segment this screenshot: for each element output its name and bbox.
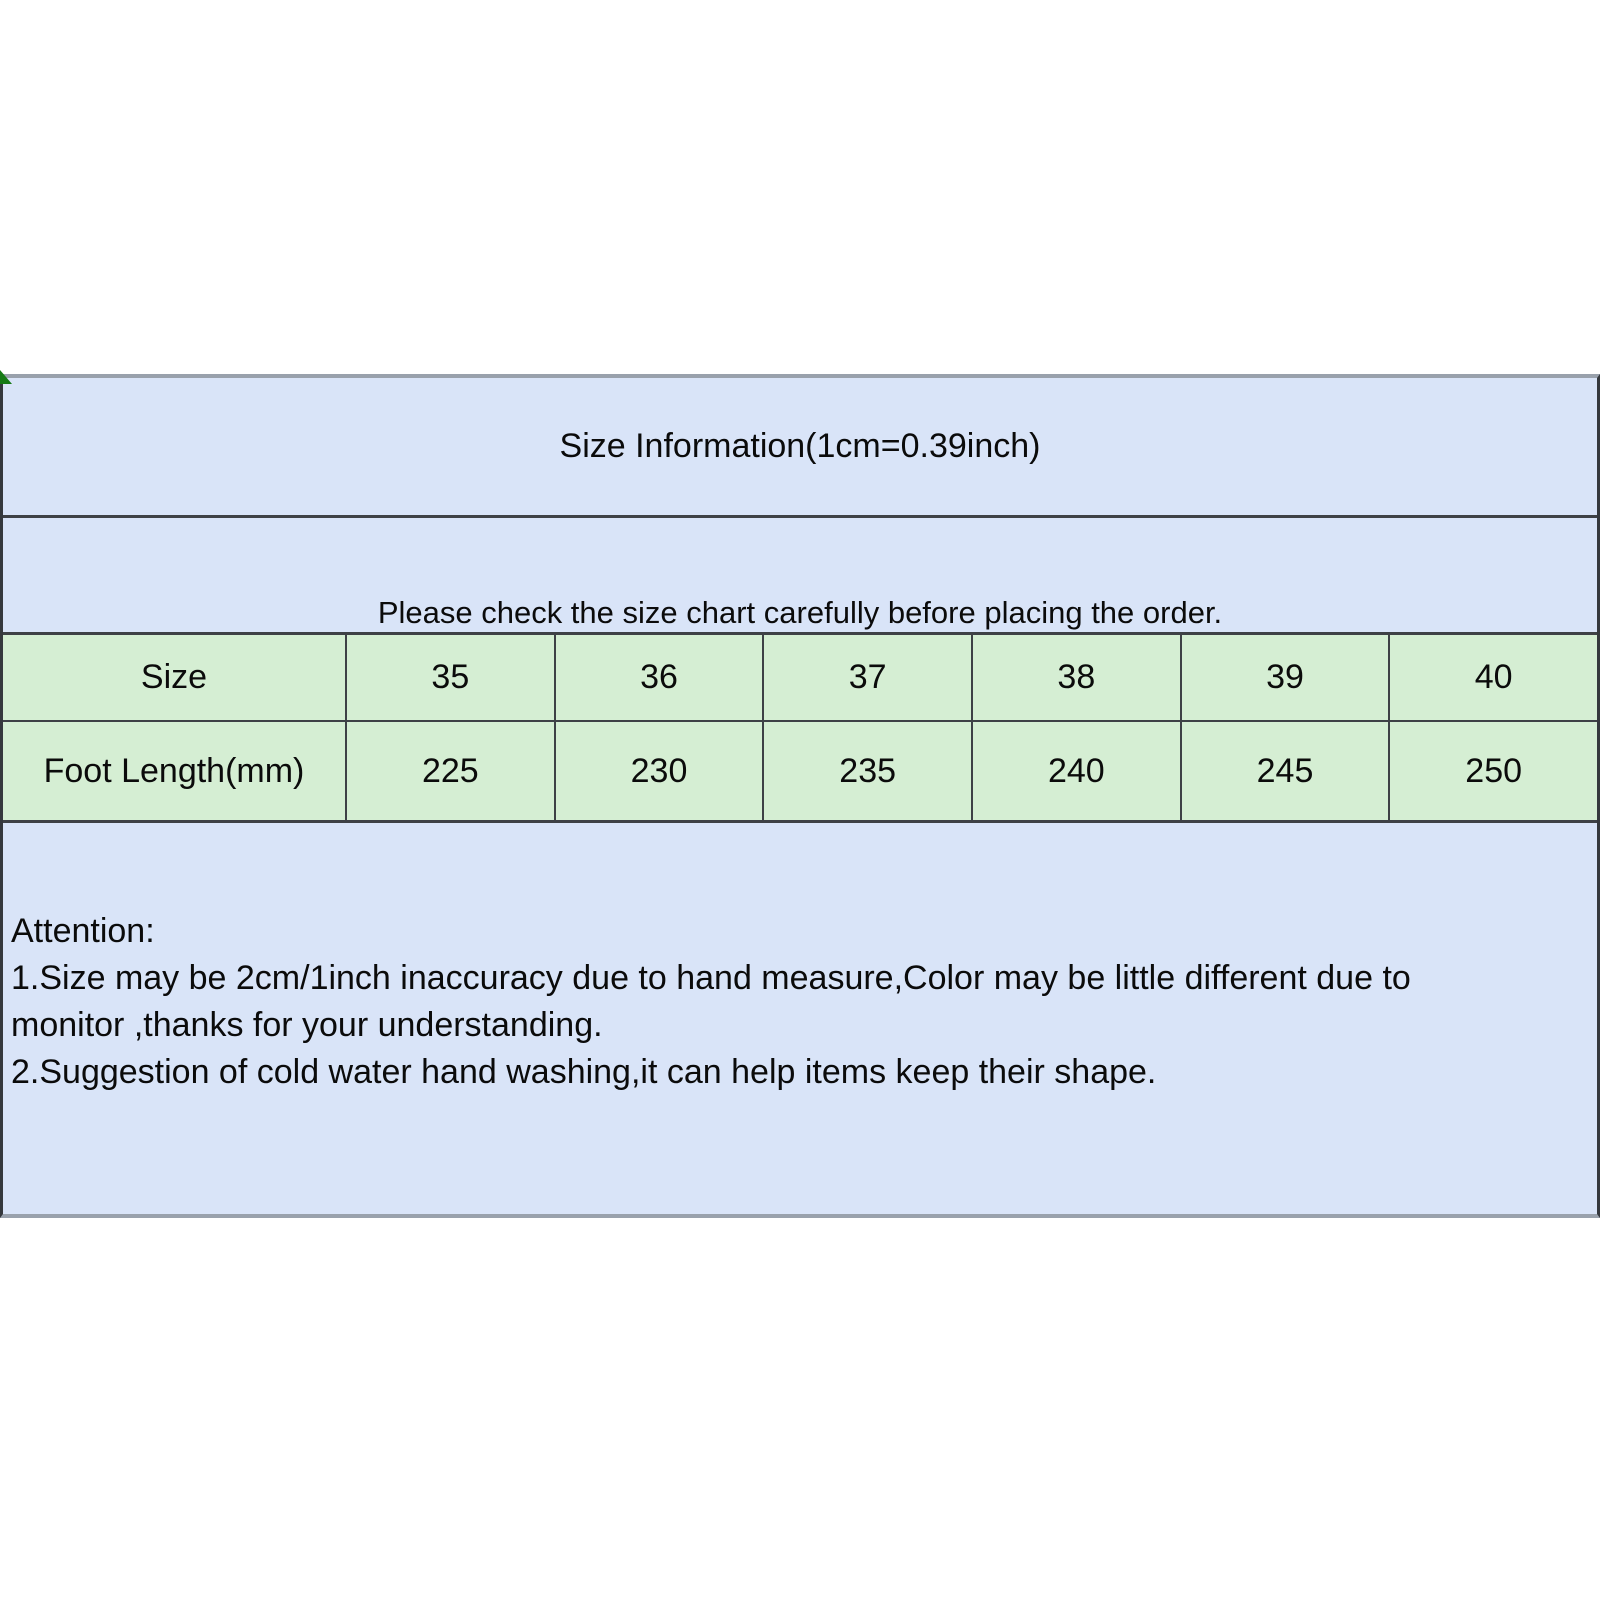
size-info-panel xyxy=(0,374,1600,1218)
foot-length-value-cell: 225 xyxy=(345,722,554,820)
panel-note: Please check the size chart carefully before placing the order. xyxy=(377,595,1223,630)
size-value-cell: 35 xyxy=(345,635,554,720)
foot-length-value-cell: 235 xyxy=(762,722,971,820)
foot-length-value-cell: 240 xyxy=(971,722,1180,820)
foot-length-value-cell: 250 xyxy=(1388,722,1597,820)
size-value-cell: 37 xyxy=(762,635,971,720)
foot-length-row xyxy=(3,722,1597,823)
size-row xyxy=(3,635,1597,722)
size-value-cell: 40 xyxy=(1388,635,1597,720)
foot-length-value-cell: 245 xyxy=(1180,722,1389,820)
attention-line: 1.Size may be 2cm/1inch inaccuracy due to hand measure,Color may be little different due to xyxy=(11,959,1411,997)
panel-title: Size Information(1cm=0.39inch) xyxy=(559,427,1041,465)
panel-note-row xyxy=(3,518,1597,635)
foot-length-value-cell: 230 xyxy=(554,722,763,820)
size-value-cell: 36 xyxy=(554,635,763,720)
size-value-cell: 38 xyxy=(971,635,1180,720)
size-row-header: Size xyxy=(3,635,345,720)
attention-block xyxy=(3,823,1597,1214)
attention-heading: Attention: xyxy=(11,912,155,950)
attention-line: monitor ,thanks for your understanding. xyxy=(11,1006,603,1044)
size-value-cell: 39 xyxy=(1180,635,1389,720)
panel-title-row xyxy=(3,378,1597,518)
foot-length-row-header: Foot Length(mm) xyxy=(3,722,345,820)
attention-line: 2.Suggestion of cold water hand washing,it can help items keep their shape. xyxy=(11,1053,1157,1091)
